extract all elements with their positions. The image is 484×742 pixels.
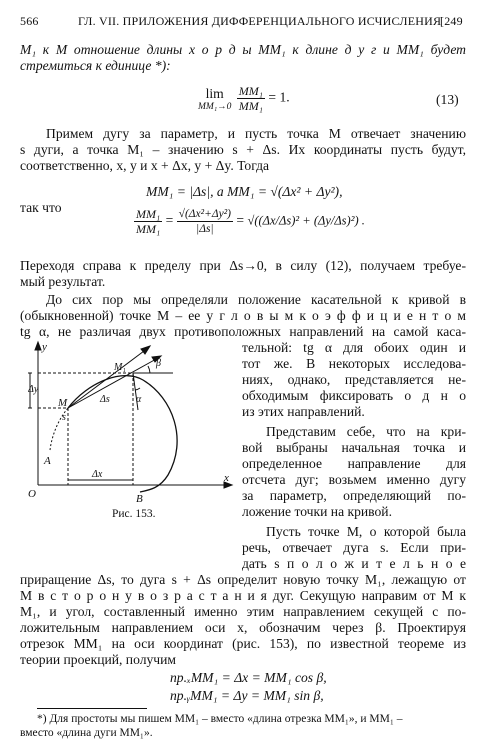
para4-right-line-5: за параметр, определяющий по- [242,488,466,503]
para5-right-line-2: речь, отвечает дуга s. Если при- [242,540,466,555]
limit-operator: lim [205,85,224,101]
label-beta: β [156,358,161,369]
para3-right-line-3: ниях, однако, представляется не- [242,372,466,387]
footnote-line-2: вместо «длина дуги MM₁». [20,727,153,739]
para1-line-1: Примем дугу за параметр, и пусть точка M отвечает значению [46,126,466,141]
para4-right-line-1: Представим себе, что на кри- [266,424,466,439]
footnote-rule [37,708,147,709]
footnote-line-1: *) Для простоты мы пишем MM₁ – вместо «длина отрезка MM₁», и MM₁ – [37,713,403,725]
para5-right-line-1: Пусть точке M, о которой была [266,524,466,539]
para5-line-2: M в с т о р о н у в о з р а с т а н и я дуг. Секущую направим от M к [20,588,466,603]
para5-line-5: отрезок MM₁ на оси координат (рис. 153), по известной теореме из [20,636,466,651]
label-m1: M₁ [114,362,126,373]
para3-right-line-1: тельной: tg α для обоих один и [242,340,466,355]
label-delta-s: Δs [100,394,110,405]
eq13-rhs: = 1. [268,89,290,105]
beta-angle-arc [148,366,150,373]
para4-right-line-4: отсчета дуг; возьмем именно дугу [242,472,466,487]
para5-line-6: теории проекций, получим [20,652,176,667]
para3-right-line-2: тот же. В некоторых исследова- [242,356,466,371]
para5-line-4: ложительным направлением оси x, обозначим через β. Проектируя [20,620,466,635]
label-y: y [42,341,47,353]
ratio-middle-numerator: √(Δx²+Δy²) [178,208,231,220]
ratio-denominator: MM₁ [136,222,161,236]
equation-13 [198,84,290,113]
intro-line-1: M₁ к M отношение длины х о р д ы MM₁ к длине д у г и MM₁ будет [20,42,466,57]
figure-153 [28,340,236,516]
limit-subscript: MM₁→0 [198,101,232,112]
para5-right-line-3: дать s п о л о ж и т е л ь н о е [242,556,466,571]
label-delta-y: Δy [28,384,39,395]
label-origin: O [28,488,36,500]
y-axis-arrow-icon [35,342,41,350]
para2-line-1: Переходя справа к пределу при Δs→0, в силу (12), получаем требуе- [20,258,466,273]
ratio-rhs: √((Δx/Δs)² + (Δy/Δs)²) . [247,213,365,228]
eq13-numerator: MM₁ [238,84,263,98]
equation-number-13: (13) [436,92,459,107]
alpha-angle-arc [135,388,140,390]
para3-right-line-5: из этих направлений. [242,404,365,419]
ratio-middle-denominator: |Δs| [196,223,214,235]
para1-line-3: соответственно, x, y и x + Δx, y + Δy. Тогда [20,158,270,173]
page-number: 566 [20,14,39,28]
para3-line-3: tg α, не различая двух противоположных направлений на самой каса- [20,324,466,339]
so-that-label: так что [20,200,62,215]
figure-caption: Рис. 153. [112,508,156,520]
projection-x-equation: пр.ₓMM₁ = Δx = MM₁ cos β, [170,670,327,685]
label-alpha: α [136,394,142,405]
chapter-title: ГЛ. VII. ПРИЛОЖЕНИЯ ДИФФЕРЕНЦИАЛЬНОГО ИСЧИСЛЕНИЯ [78,14,442,28]
projection-y-equation: пр.ᵧMM₁ = Δy = MM₁ sin β, [170,688,324,703]
para3-line-2: (обыкновенной) точке M – ее у г л о в ы м к о э ф ф и ц и е н т о м [20,308,466,323]
para4-right-line-6: ложение точки на кривой. [242,504,392,519]
eq13-denominator: MM₁ [238,99,263,113]
label-x: x [224,472,229,484]
secant-line [68,358,158,408]
ratio-numerator: MM₁ [136,207,161,221]
para2-line-2: мый результат. [20,274,106,289]
curve [68,376,177,492]
para4-right-line-3: определенное направление для [242,456,466,471]
label-a: A [44,455,51,467]
intro-line-2: стремиться к единице *): [20,58,171,73]
arc-equation: MM₁ = |Δs|, а MM₁ = √(Δx² + Δy²), [146,184,343,199]
para4-right-line-2: вой выбраны начальная точка и [242,440,466,455]
label-b: B [136,493,143,505]
label-m: M [58,397,68,409]
ratio-equation: $\frac{\text{MM₁}}{\text{MM₁}}$ = $\frac{\text{√(Δx²+Δy²)}}{|\Delta s|}$ = √((Δx/Δs)² + (Δy/Δs)²) . [136,207,365,236]
para5-line-3: M₁, и угол, составленный именно этим направлением секущей с по- [20,604,466,619]
label-delta-x: Δx [92,469,103,480]
para1-line-2: s дуги, а точка M₁ – значению s + Δs. Их координаты пусть будут, [20,142,466,157]
para3-right-line-4: обходимым фиксировать о д н о [242,388,466,403]
para5-line-1: приращение Δs, то дуга s + Δs определит новую точку M₁, лежащую от [20,572,466,587]
section-number: [249 [440,14,463,28]
label-s: s [62,412,66,423]
para3-line-1: До сих пор мы определяли положение касательной к кривой в [46,292,466,307]
